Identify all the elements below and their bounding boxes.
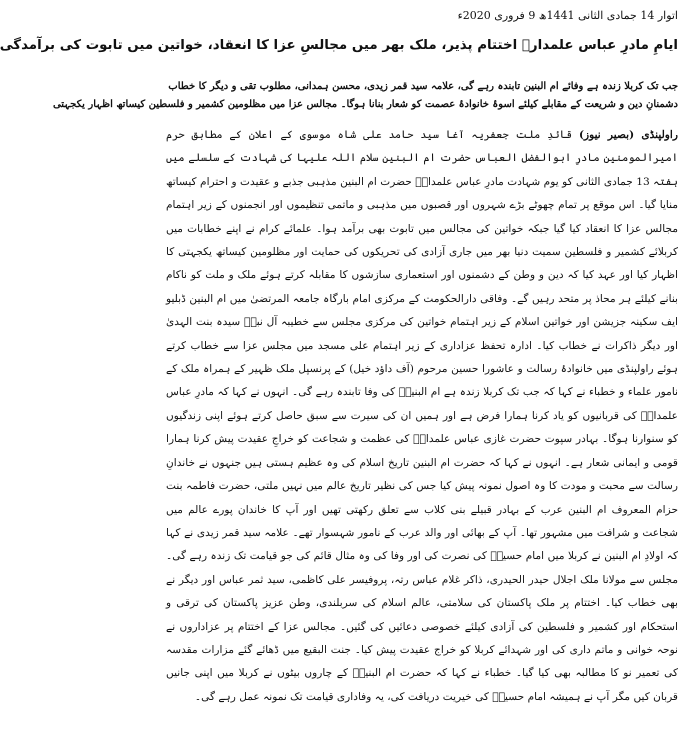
article-text: قائدِ ملت جعفریہ آغا سید حامد علی شاہ موسوی کے اعلان کے مطابق حرم امیرالمومنین مادرِ ابوالفضل العباس حضرت ام البنین سلام اللہ علیہا کی شہادت کے سلسلے میں ہفتہ 13 جمادی الثانی کو یوم شہادت مادرِ عباس علمدارؑ حضرت ام البنین مذہبی جذبے و عقیدت و احترام کیساتھ منایا گیا۔ اس موقع پر تمام چھوٹے بڑے شہروں اور قصبوں میں مذہبی و ماتمی تنظیموں اور انجمنوں کے زیر اہتمام مجالس عزا کا انعقاد کیا گیا جبکہ خواتین کی مجالس میں تابوت بھی برآمد ہوا۔ علمائے کرام نے اپنے خطابات میں کربلائے کشمیر و فلسطین سمیت دنیا بھر میں جاری آزادی کی تحریکوں کی حمایت اور مظلومین کیساتھ یکجہتی کا اظہار کیا اور عہد کیا کہ دین و وطن کے دشمنوں اور استعماری سازشوں کا مقابلہ کرتے ہوئے ملک و ملت کو ناکام بنانے کیلئے ہر محاذ پر متحد رہیں گے۔ وفاقی دارالحکومت کے مرکزی امام بارگاہ جامعہ المرتضیٰ میں ام البنین ڈبلیو ایف سکینہ جزیشن اور خواتین اسلام کے زیر اہتمام خواتین کی مرکزی مجلس سے خطیبہ آل نبیؐ سیدہ بنت الہدیٰ اور دیگر ذاکرات نے خطاب کیا۔ ادارہ تحفظ عزاداری کے زیر اہتمام علی مسجد میں مجلس عزا سے خطاب کرتے ہوئے راولپنڈی میں خانوادۂ رسالت و عاشورا حسین مرحوم (آف داؤد خیل) کے پرنسپل ملک ظہیر کے ہمراہ ملک کے نامور علماء و خطباء نے کہا کہ جب تک کربلا زندہ ہے ام البنینؑ کی وفا تابندہ رہے گی۔ انہوں نے کہا کہ مادرِ عباس علمدارؑ کی قربانیوں کو یاد کرنا ہمارا فرض ہے اور ہمیں ان کی سیرت سے سبق حاصل کرتے ہوئے اپنی زندگیوں کو سنوارنا ہوگا۔ بہادر سپوت حضرت غازی عباس علمدارؑ کی عظمت و شجاعت کو خراجِ عقیدت پیش کرنا ہمارا قومی و ایمانی شعار ہے۔ انہوں نے کہا کہ حضرت ام البنین تاریخ اسلام کی وہ عظیم ہستی ہیں جنہوں نے خاندانِ رسالت سے محبت و مودت کا وہ اصول نمونہ پیش کیا جس کی نظیر تاریخ عالم میں نہیں ملتی، حضرت فاطمہ بنت حزام المعروف ام البنین عرب کے بہادر قبیلے بنی کلاب سے تعلق رکھتی تھیں اور آپ کا خاندان پورے عالم میں شجاعت و شرافت میں مشہور تھا۔ آپ کے بھائی اور والد عرب کے نامور شہسوار تھے۔ علامہ سید قمر زیدی نے کہا کہ اولادِ ام البنین نے کربلا میں امام حسینؑ کی نصرت کی اور وفا کی وہ مثال قائم کی جو قیامت تک زندہ رہے گی۔ مجلس سے مولانا ملک اجلال حیدر الحیدری، ذاکر غلام عباس رتہ، پروفیسر علی کاظمی، سید ثمر عباس اور دیگر نے بھی خطاب کیا۔ اختتام پر ملک پاکستان کی سلامتی، عالم اسلام کی سربلندی، وطن عزیز پاکستان کی ترقی و استحکام اور کشمیر و فلسطین کی آزادی کیلئے خصوصی دعائیں کی گئیں۔ مجالس عزا کے اختتام پر عزاداروں نے نوحہ خوانی و ماتم داری کی اور شہدائے کربلا کو خراج عقیدت پیش کیا۔ جنت البقیع میں ڈھائے گئے مزارات مقدسہ کی تعمیر نو کا مطالبہ بھی کیا گیا۔ خطباء نے کہا کہ حضرت ام البنینؑ کے چاروں بیٹوں نے کربلا میں اپنی جانیں قربان کیں مگر آپ نے ہمیشہ امام حسینؑ کی خیریت دریافت کی، یہ وفاداری قیامت تک نمونہ عمل رہے گی۔ [166, 129, 678, 703]
article-body [166, 124, 678, 703]
article-lead: راولپنڈی (بصیر نیوز) [578, 129, 678, 141]
headline: ایامِ مادرِ عباس علمدارؑ اختتام پذیر، ملک بھر میں مجالسِ عزا کا انعقاد، خواتین میں تابوت کی برآمدگی [0, 38, 678, 53]
subhead: جب تک کربلا زندہ ہے وفائے ام البنین تابندہ رہے گی، علامہ سید قمر زیدی، محسن ہمدانی، مطلوب تقی و دیگر کا خطاب [168, 81, 678, 92]
subheads [52, 78, 678, 114]
dateline: اتوار 14 جمادی الثانی 1441ھ 9 فروری 2020ء [457, 9, 678, 22]
subhead: دشمنانِ دین و شریعت کے مقابلے کیلئے اسوۂ خانوادۂ عصمت کو شعار بنانا ہوگا۔ مجالس عزا میں مظلومین کشمیر و فلسطین کیساتھ اظہار یکجہتی [52, 99, 678, 110]
